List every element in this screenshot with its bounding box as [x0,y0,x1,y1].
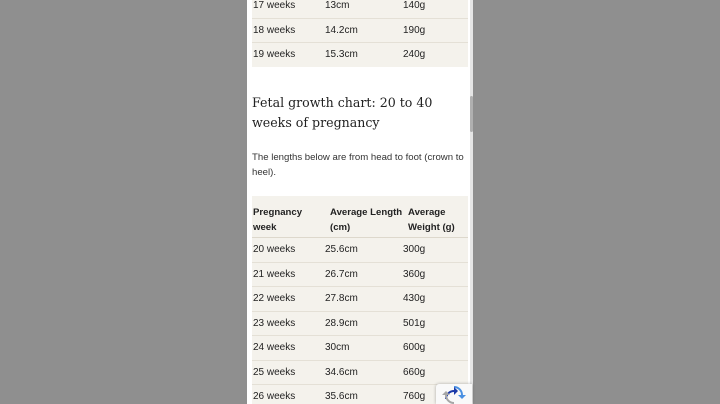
table-row [252,238,468,263]
header-length: Average Length (cm) [330,207,403,233]
weight-cell: 660g [403,366,426,378]
week-cell: 20 weeks [253,244,296,255]
weight-cell: 600g [403,342,426,353]
table-row [252,19,468,44]
length-cell: 13cm [325,0,350,11]
length-cell: 25.6cm [325,244,358,255]
length-cell: 14.2cm [325,24,358,36]
table-row [252,287,468,312]
section-heading: Fetal growth chart: 20 to 40 weeks of pregnancy [252,95,433,130]
recaptcha-icon [441,386,467,404]
table-header-row [252,196,468,238]
week-cell: 19 weeks [253,49,296,60]
weight-cell: 240g [403,49,426,60]
weight-cell: 190g [403,24,426,36]
week-cell: 25 weeks [253,366,296,378]
week-cell: 26 weeks [253,391,296,402]
length-cell: 26.7cm [325,268,358,280]
article-page [247,0,473,404]
recaptcha-badge[interactable] [436,384,472,404]
length-cell: 27.8cm [325,293,358,304]
table-row [252,336,468,361]
growth-table-17-19 [252,0,468,67]
intro-text: The lengths below are from head to foot (crown to heel). [252,152,464,178]
length-cell: 15.3cm [325,49,358,60]
week-cell: 17 weeks [253,0,296,11]
weight-cell: 501g [403,317,426,329]
weight-cell: 760g [403,391,426,402]
week-cell: 18 weeks [253,24,296,36]
length-cell: 35.6cm [325,391,358,402]
growth-table-20-40 [252,196,468,404]
header-weight: Average Weight (g) [408,207,455,233]
week-cell: 22 weeks [253,293,296,304]
week-cell: 23 weeks [253,317,296,329]
weight-cell: 430g [403,293,426,304]
page-scrollbar[interactable] [470,0,473,404]
scrollbar-thumb[interactable] [470,96,473,132]
table-row [252,361,468,386]
length-cell: 34.6cm [325,366,358,378]
table-row [252,263,468,288]
table-row [252,0,468,19]
weight-cell: 360g [403,268,426,280]
header-week: Pregnancy week [253,207,303,233]
table-row [252,43,468,67]
weight-cell: 140g [403,0,426,11]
weight-cell: 300g [403,244,426,255]
table-row [252,312,468,337]
length-cell: 30cm [325,342,350,353]
week-cell: 24 weeks [253,342,296,353]
length-cell: 28.9cm [325,317,358,329]
week-cell: 21 weeks [253,268,296,280]
